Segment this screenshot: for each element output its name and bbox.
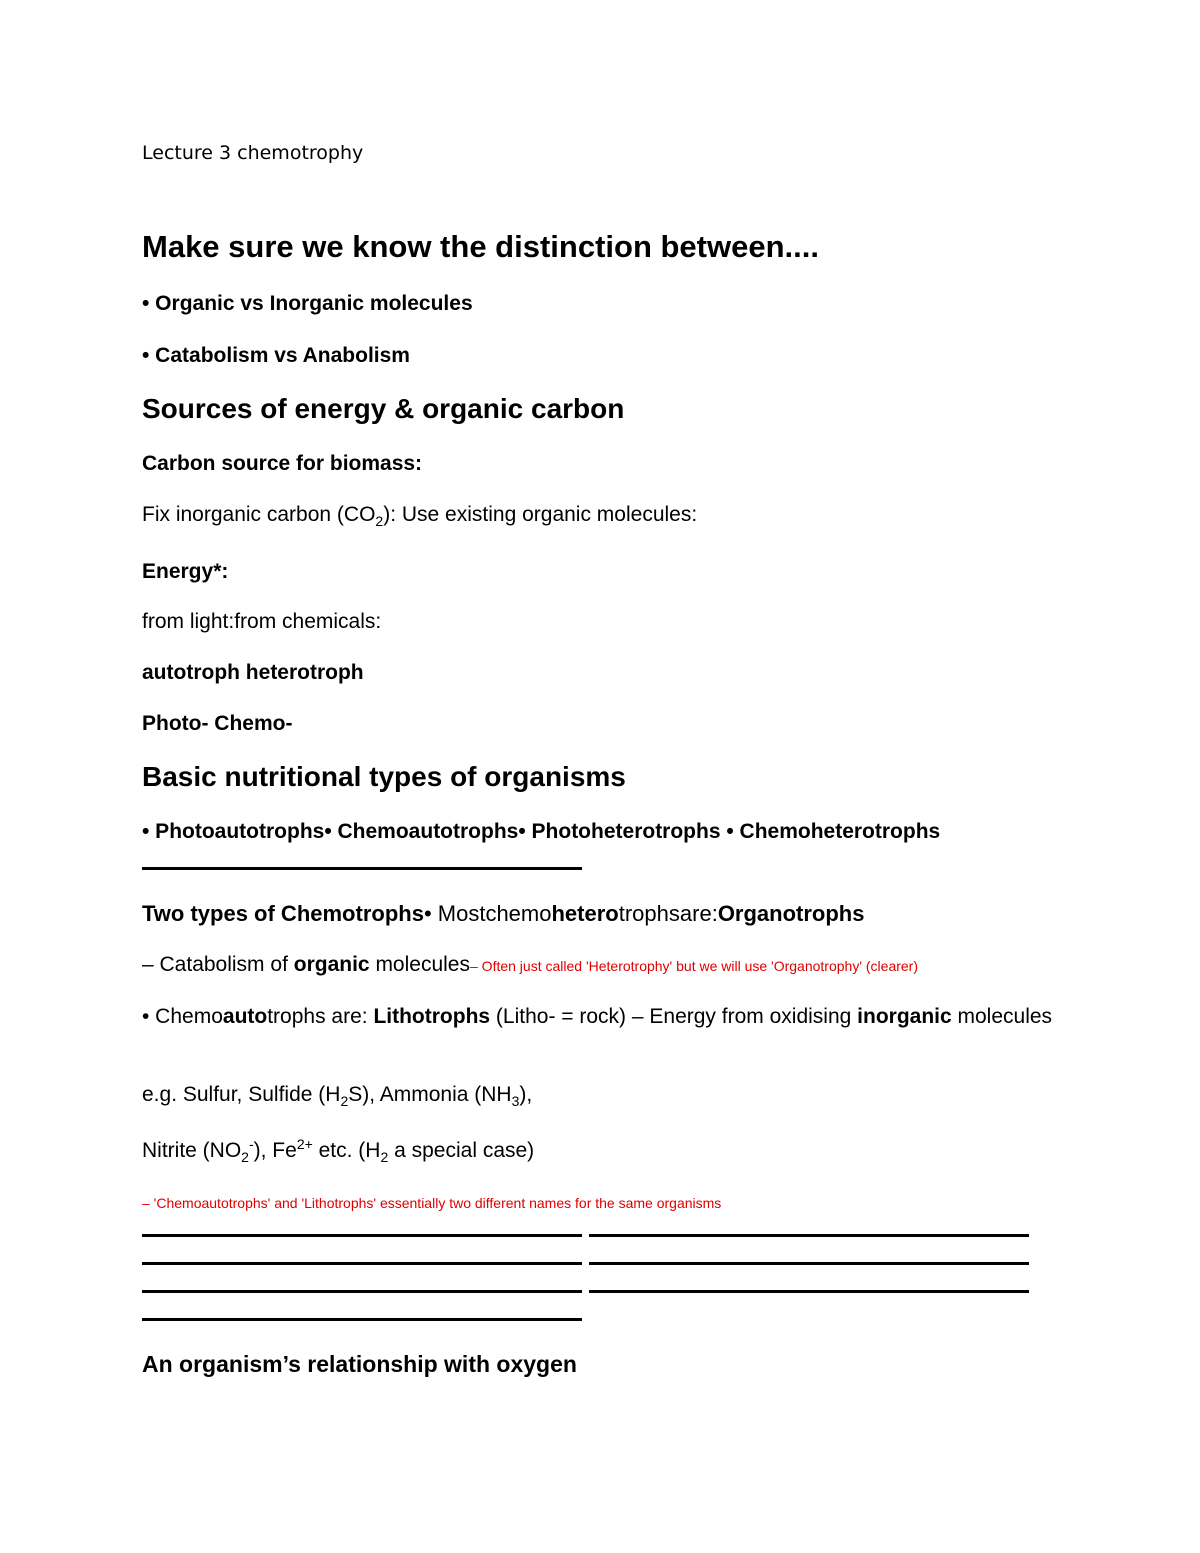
energy-label: Energy*: — [142, 560, 229, 583]
nitrite-line — [142, 1136, 535, 1166]
fix-sub: 2 — [375, 513, 384, 530]
two-types-t3: hetero — [551, 901, 619, 926]
divider-rule — [589, 1234, 1029, 1237]
divider-rule — [589, 1262, 1029, 1265]
catab-t1: – Catabolism of — [142, 953, 294, 976]
heading-basic-types: Basic nutritional types of organisms — [142, 761, 626, 792]
bullet-catabolism-anabolism: • Catabolism vs Anabolism — [142, 344, 410, 367]
divider-rule — [589, 1290, 1029, 1293]
nit-sup2: 2+ — [296, 1136, 313, 1152]
fix-carbon-line — [142, 503, 698, 530]
two-types-bold: Two types of Chemotrophs — [142, 901, 424, 926]
heading-distinction: Make sure we know the distinction between.... — [142, 229, 819, 264]
eg-t2: S), Ammonia (NH — [348, 1083, 512, 1106]
carbon-source-label: Carbon source for biomass: — [142, 452, 423, 475]
eg-t1: e.g. Sulfur, Sulfide (H — [142, 1083, 341, 1106]
autotroph-heterotroph: autotroph heterotroph — [142, 661, 364, 684]
document-title: Lecture 3 chemotrophy — [142, 142, 364, 164]
fix-pre: Fix inorganic carbon (CO — [142, 503, 376, 526]
nit-t2: ), Fe — [253, 1139, 297, 1162]
two-types-line — [142, 901, 864, 927]
chemoauto-t7: molecules — [951, 1005, 1053, 1028]
two-types-t4: trophs — [618, 901, 680, 926]
photo-chemo: Photo- Chemo- — [142, 712, 293, 735]
eg-t3: ), — [519, 1083, 533, 1106]
nit-t3: etc. (H — [312, 1139, 381, 1162]
from-light-chemicals: from light:from chemicals: — [142, 610, 382, 633]
chemoauto-t3: trophs are: — [267, 1005, 374, 1028]
two-types-t5: are: — [679, 901, 718, 926]
chemoauto-t6: inorganic — [857, 1005, 952, 1028]
catab-t2: organic — [293, 953, 370, 976]
two-types-t2: chemo — [485, 901, 552, 926]
catabolism-organic-line — [142, 953, 918, 977]
eg-s1: 2 — [340, 1093, 349, 1110]
catab-red-note: – Often just called 'Heterotrophy' but we will use 'Organotrophy' (clearer) — [470, 958, 919, 974]
divider-rule — [142, 867, 582, 870]
chemoauto-t1: • Chemo — [142, 1005, 223, 1028]
catab-t3: molecules — [369, 953, 470, 976]
chemoautotrophs-line — [142, 1004, 1057, 1030]
divider-rule — [142, 1262, 582, 1265]
two-types-t1: • Most — [423, 901, 486, 926]
bullet-organic-inorganic: • Organic vs Inorganic molecules — [142, 292, 473, 315]
fix-post: ): Use existing organic molecules: — [383, 503, 698, 526]
nit-t4: a special case) — [388, 1139, 535, 1162]
chemoauto-t4: Lithotrophs — [373, 1005, 491, 1028]
nit-s2: 2 — [380, 1149, 389, 1166]
chemoauto-t2: auto — [222, 1005, 268, 1028]
nit-t1: Nitrite (NO — [142, 1139, 242, 1162]
two-types-t6: Organotrophs — [717, 901, 865, 926]
heading-oxygen: An organism’s relationship with oxygen — [142, 1351, 577, 1377]
red-note-chemoautotrophs: – 'Chemoautotrophs' and 'Lithotrophs' essentially two different names for the same organisms — [142, 1195, 722, 1211]
divider-rule — [142, 1290, 582, 1293]
eg-s2: 3 — [511, 1093, 520, 1110]
eg-line — [142, 1083, 533, 1110]
divider-rule — [142, 1234, 582, 1237]
nit-sup1: - — [248, 1136, 254, 1152]
divider-rule — [142, 1318, 582, 1321]
heading-sources: Sources of energy & organic carbon — [142, 393, 625, 424]
nutritional-types-list: • Photoautotrophs• Chemoautotrophs• Photoheterotrophs • Chemoheterotrophs — [142, 820, 941, 843]
chemoauto-t5: (Litho- = rock) – Energy from oxidising — [490, 1005, 858, 1028]
nit-s1: 2 — [241, 1149, 249, 1166]
